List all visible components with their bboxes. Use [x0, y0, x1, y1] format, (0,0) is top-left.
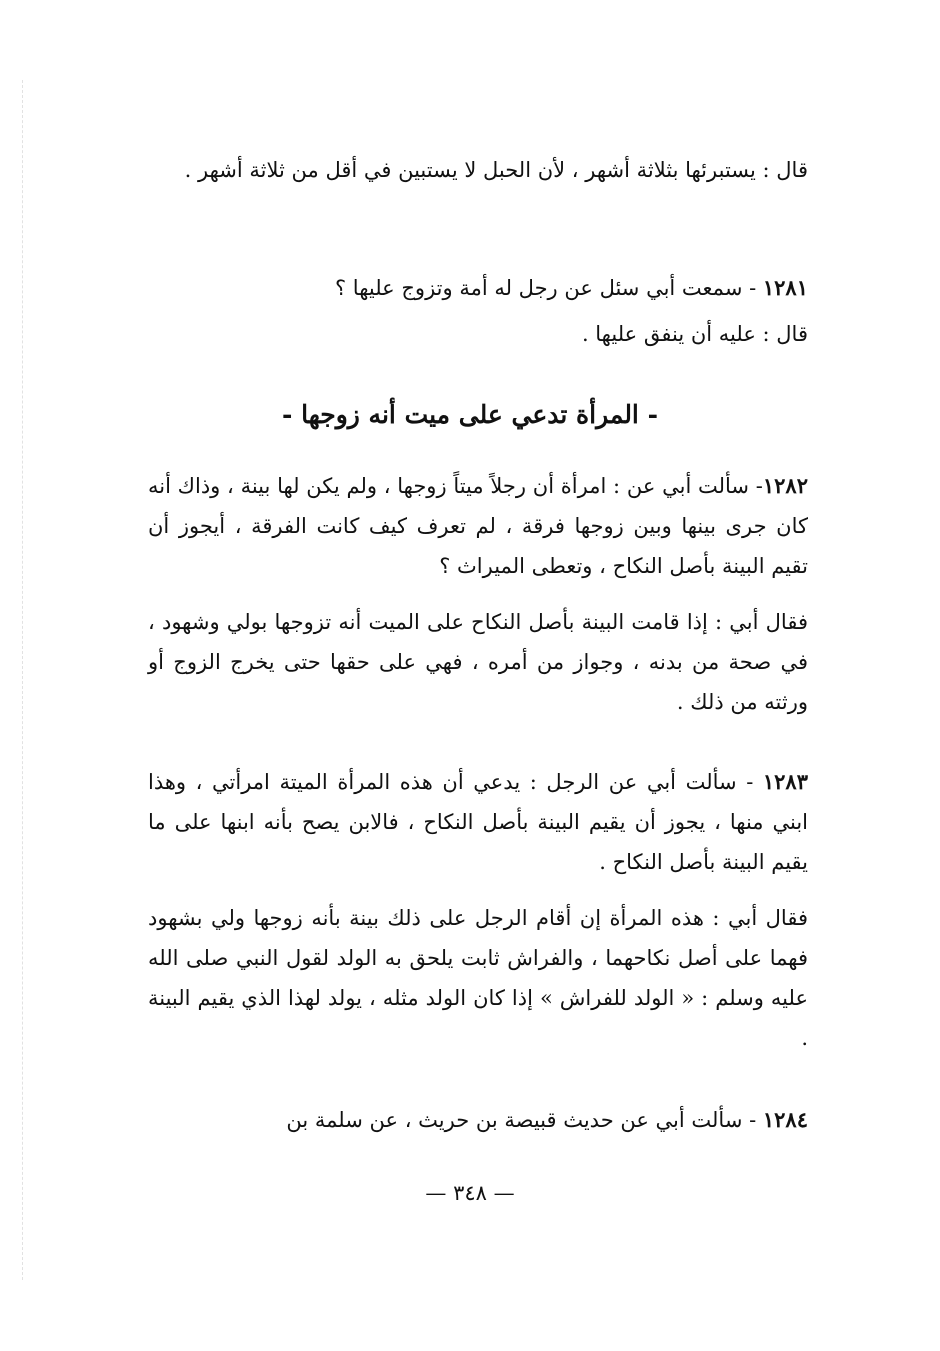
paragraph-text: فقال أبي : هذه المرأة إن أقام الرجل على ذلك بينة بأنه زوجها ولي بشهود فهما على أصل نكاحهما ، والفراش ثابت يلحق به الولد لقول النبي صلى الله عليه وسلم : « الولد للفراش » إذا كان الولد مثله ، يولد لهذا الذي يقيم البينة .	[148, 906, 808, 1050]
paragraph-answer-1280	[148, 150, 808, 190]
section-heading: - المرأة تدعي على ميت أنه زوجها -	[282, 400, 658, 429]
page-number: — ٣٤٨ —	[425, 1181, 515, 1205]
question-number: ١٢٨٢	[762, 473, 808, 498]
question-number: ١٢٨٤	[762, 1107, 808, 1132]
paragraph-answer-1281	[148, 314, 808, 354]
question-number: ١٢٨٣	[762, 769, 808, 794]
paragraph-text: قال : يستبرئها بثلاثة أشهر ، لأن الحبل لا يستبين في أقل من ثلاثة أشهر .	[184, 158, 808, 182]
paragraph-text: - سمعت أبي سئل عن رجل له أمة وتزوج عليها ؟	[334, 276, 763, 300]
paragraph-answer-1283	[148, 898, 808, 1058]
paragraph-question-1284	[148, 1100, 808, 1140]
scan-edge-line	[22, 80, 24, 1280]
paragraph-text: قال : عليه أن ينفق عليها .	[581, 322, 808, 346]
paragraph-text: - سألت أبي عن الرجل : يدعي أن هذه المرأة الميتة امرأتي ، وهذا ابني منها ، يجوز أن يقيم البينة بأصل النكاح ، فالابن يصح بأنه ابنها على ما يقيم البينة بأصل النكاح .	[148, 770, 808, 874]
question-number: ١٢٨١	[762, 275, 808, 300]
paragraph-text: - سألت أبي عن : امرأة أن رجلاً ميتاً زوجها ، ولم يكن لها بينة ، وذاك أنه كان جرى بينها وبين زوجها فرقة ، لم تعرف كيف كانت الفرقة ، أيجوز أن تقيم البينة بأصل النكاح ، وتعطى الميراث ؟	[148, 474, 808, 578]
paragraph-question-1281	[148, 268, 808, 308]
paragraph-text: فقال أبي : إذا قامت البينة بأصل النكاح على الميت أنه تزوجها بولي وشهود ، في صحة من بدنه ، وجواز من أمره ، فهي على حقها حتى يخرج الزوج أو ورثته من ذلك .	[148, 610, 808, 714]
paragraph-question-1282	[148, 466, 808, 586]
paragraph-text: - سألت أبي عن حديث قبيصة بن حريث ، عن سلمة بن	[286, 1108, 763, 1132]
paragraph-question-1283	[148, 762, 808, 882]
paragraph-answer-1282	[148, 602, 808, 722]
